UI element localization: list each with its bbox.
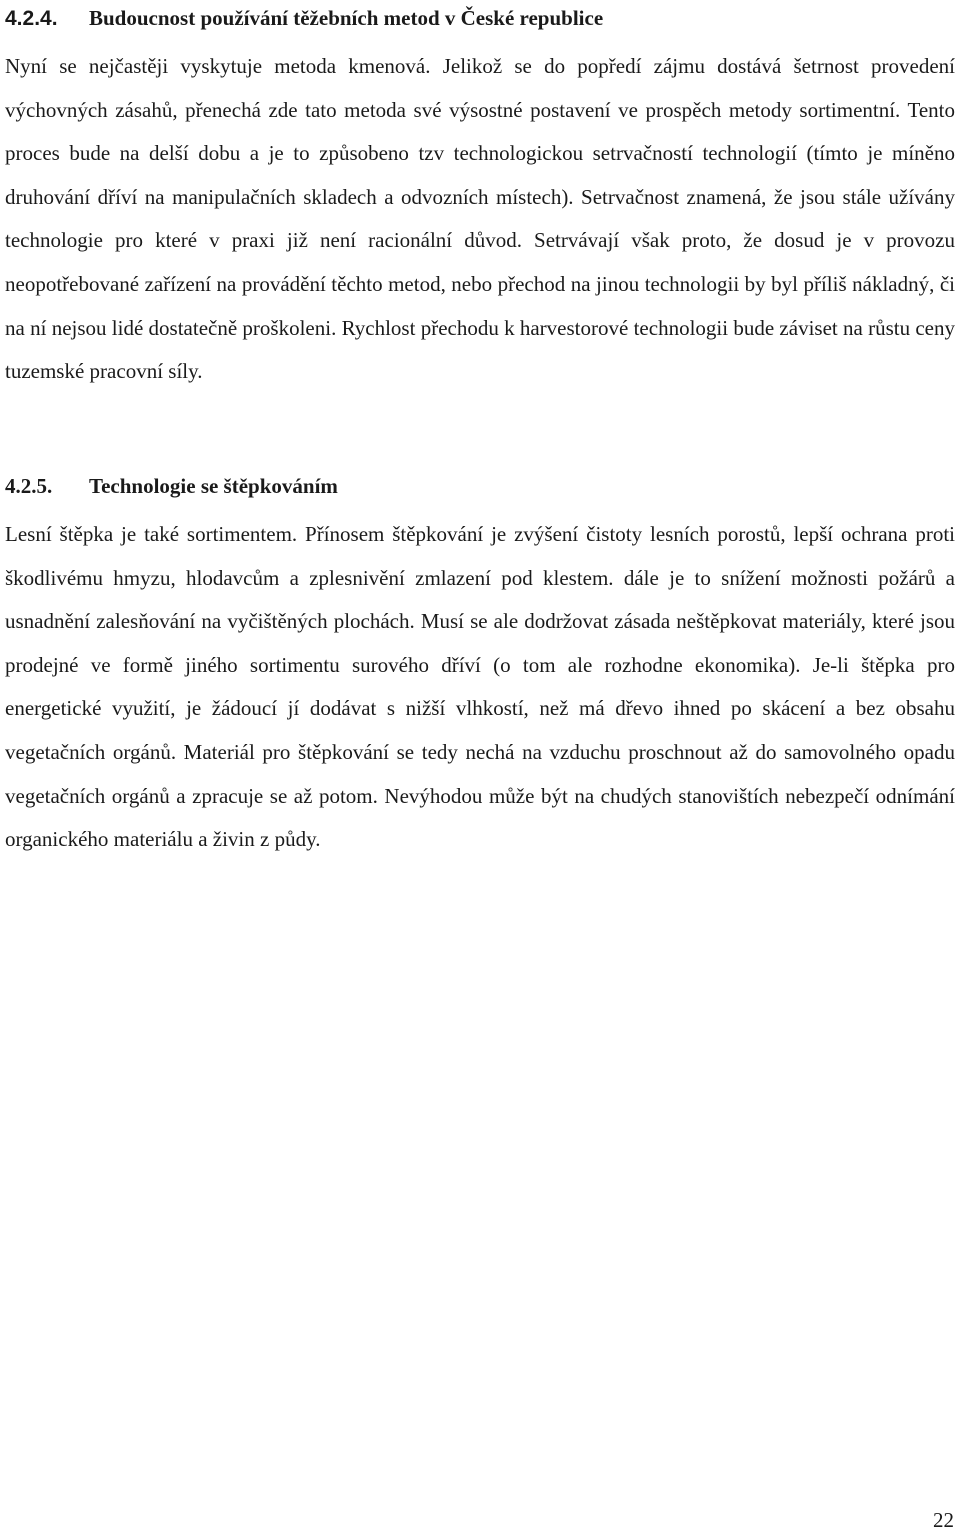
page-number: 22 bbox=[933, 1508, 954, 1532]
section-heading-4-2-5 bbox=[5, 474, 338, 498]
section-paragraph-4-2-5: Lesní štěpka je také sortimentem. Přínosem štěpkování je zvýšení čistoty lesních porostů, lepší ochrana proti škodlivému hmyzu, hlodavcům a zplesnivění zmlazení pod klestem. dále je to snížení možnosti požárů a usnadnění zalesňování na vyčištěných plochách. Musí se ale dodržovat zásada neštěpkovat materiály, které jsou prodejné ve formě jiného sortimentu surového dříví (o tom ale rozhodne ekonomika). Je-li štěpka pro energetické využití, je žádoucí jí dodávat s nižší vlhkostí, než má dřevo ihned po skácení a bez obsahu vegetačních orgánů. Materiál pro štěpkování se tedy nechá na vzduchu proschnout až do samovolného opadu vegetačních orgánů a zpracuje se až potom. Nevýhodou může být na chudých stanovištích nebezpečí odnímání organického materiálu a živin z půdy. bbox=[5, 522, 955, 852]
section-paragraph-4-2-4: Nyní se nejčastěji vyskytuje metoda kmenová. Jelikož se do popředí zájmu dostává šetrnost provedení výchovných zásahů, přenechá zde tato metoda své výsostné postavení ve prospěch metody sortimentní. Tento proces bude na delší dobu a je to způsobeno tzv technologickou setrvačností technologií (tímto je míněno druhování dříví na manipulačních skladech a odvozních místech). Setrvačnost znamená, že jsou stále užívány technologie pro které v praxi již není racionální důvod. Setrvávají však proto, že dosud je v provozu neopotřebované zařízení na provádění těchto metod, nebo přechod na jinou technologii by byl příliš nákladný, či na ní nejsou lidé dostatečně proškoleni. Rychlost přechodu k harvestorové technologii bude záviset na růstu ceny tuzemské pracovní síly. bbox=[5, 54, 955, 384]
section-title: Technologie se štěpkováním bbox=[89, 474, 338, 498]
section-heading-4-2-4 bbox=[5, 6, 603, 31]
section-number: 4.2.5. bbox=[5, 474, 53, 498]
section-number: 4.2.4. bbox=[5, 7, 58, 30]
section-title: Budoucnost používání těžebních metod v České republice bbox=[89, 6, 604, 30]
